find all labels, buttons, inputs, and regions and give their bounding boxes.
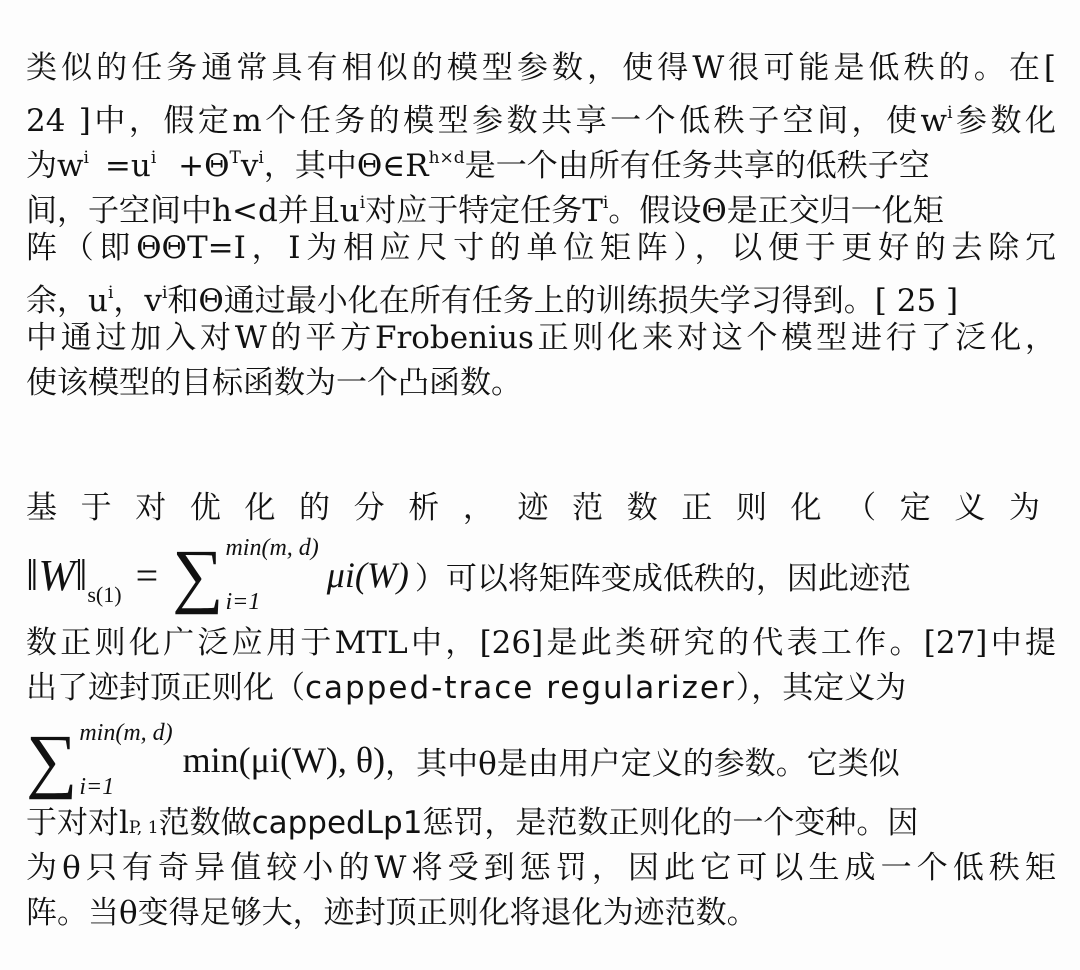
- text-span: ）可以将矩阵变成低秩的，因此迹范: [414, 560, 911, 597]
- text-span: 对应于特定任务T: [365, 192, 603, 229]
- superscript: i: [83, 148, 89, 168]
- superscript: i: [107, 283, 114, 303]
- text-span: 是一个由所有任务共享的低秩子空: [464, 147, 930, 184]
- text-line: 使该模型的目标函数为一个凸函数。: [26, 365, 522, 401]
- sum-limits: [79, 721, 172, 799]
- sum-lower-limit: i=1: [225, 589, 261, 615]
- text-span: ，其中θ是由用户定义的参数。它类似: [385, 745, 900, 782]
- text-line: [26, 670, 1056, 706]
- text-line: 基于对优化的分析，迹范数正则化（定义为: [26, 490, 1056, 526]
- text-line: 阵。当θ变得足够大，迹封顶正则化将退化为迹范数。: [26, 895, 758, 931]
- sum-limits: [225, 536, 318, 614]
- sum-upper-limit: min(m, d): [225, 535, 319, 561]
- text-span: 为w: [26, 147, 84, 184]
- text-line: [26, 140, 1056, 184]
- text-line: 阵（即ΘΘT=I，I为相应尺寸的单位矩阵），以便于更好的去除冗: [26, 230, 1056, 266]
- text-span: ，v: [113, 282, 162, 319]
- text-span: capped-trace regularizer: [305, 670, 736, 706]
- formula-term: μi(W): [326, 555, 409, 595]
- sigma-icon: ∑: [26, 720, 78, 800]
- superscript: i: [602, 193, 609, 213]
- text-line: [26, 185, 1056, 229]
- text-line: 为θ只有奇异值较小的W将受到惩罚，因此它可以生成一个低秩矩: [26, 850, 1056, 886]
- text-line: [26, 805, 1056, 846]
- text-line: 数正则化广泛应用于MTL中，[26]是此类研究的代表工作。[27]中提: [26, 625, 1056, 661]
- text-span: 。假设Θ是正交归一化矩: [608, 192, 944, 229]
- norm-subscript: s(1): [87, 582, 122, 607]
- text-span: =u: [104, 147, 151, 184]
- text-span: 和Θ通过最小化在所有任务上的训练损失学习得到。[ 25 ]: [167, 282, 959, 319]
- formula-term: min(μi(W), θ): [182, 740, 386, 780]
- text-line: 类似的任务通常具有相似的模型参数，使得W很可能是低秩的。在[: [26, 50, 1056, 86]
- text-line: [26, 95, 1056, 139]
- text-span: 参数化: [952, 102, 1057, 139]
- sum-lower-limit: i=1: [79, 774, 115, 800]
- text-span: 惩罚，是范数正则化的一个变种。因: [422, 805, 919, 841]
- text-span: ），其定义为: [735, 670, 907, 706]
- sigma-icon: ∑: [172, 535, 224, 615]
- norm-symbol: ‖W‖: [26, 550, 88, 600]
- text-line: 中通过加入对W的平方Frobenius正则化来对这个模型进行了泛化，: [26, 320, 1056, 356]
- text-span: 于对对l: [26, 805, 129, 841]
- text-span: ，其中Θ∈R: [263, 147, 429, 184]
- text-span: 出了迹封顶正则化（: [26, 670, 305, 706]
- superscript: i: [150, 148, 157, 168]
- formula-line: [26, 715, 1056, 805]
- text-span: 范数做: [158, 805, 252, 841]
- text-span: 余，u: [26, 282, 108, 319]
- equals-sign: =: [135, 552, 159, 598]
- superscript: i: [947, 103, 953, 123]
- superscript: i: [258, 148, 264, 168]
- text-span: 24 ]中，假定m个任务的模型参数共享一个低秩子空间，使w: [26, 102, 948, 139]
- superscript: T: [229, 148, 241, 168]
- superscript: h×d: [428, 148, 465, 168]
- text-span: v: [240, 147, 259, 184]
- subscript: P, 1: [128, 818, 159, 838]
- text-span: +Θ: [178, 147, 230, 184]
- superscript: i: [161, 283, 168, 303]
- text-line: [26, 275, 1056, 319]
- formula-line: [26, 530, 1056, 620]
- text-span: 间，子空间中h<d并且u: [26, 192, 360, 229]
- superscript: i: [359, 193, 366, 213]
- sum-upper-limit: min(m, d): [79, 720, 173, 746]
- text-span: cappedLp1: [251, 805, 423, 841]
